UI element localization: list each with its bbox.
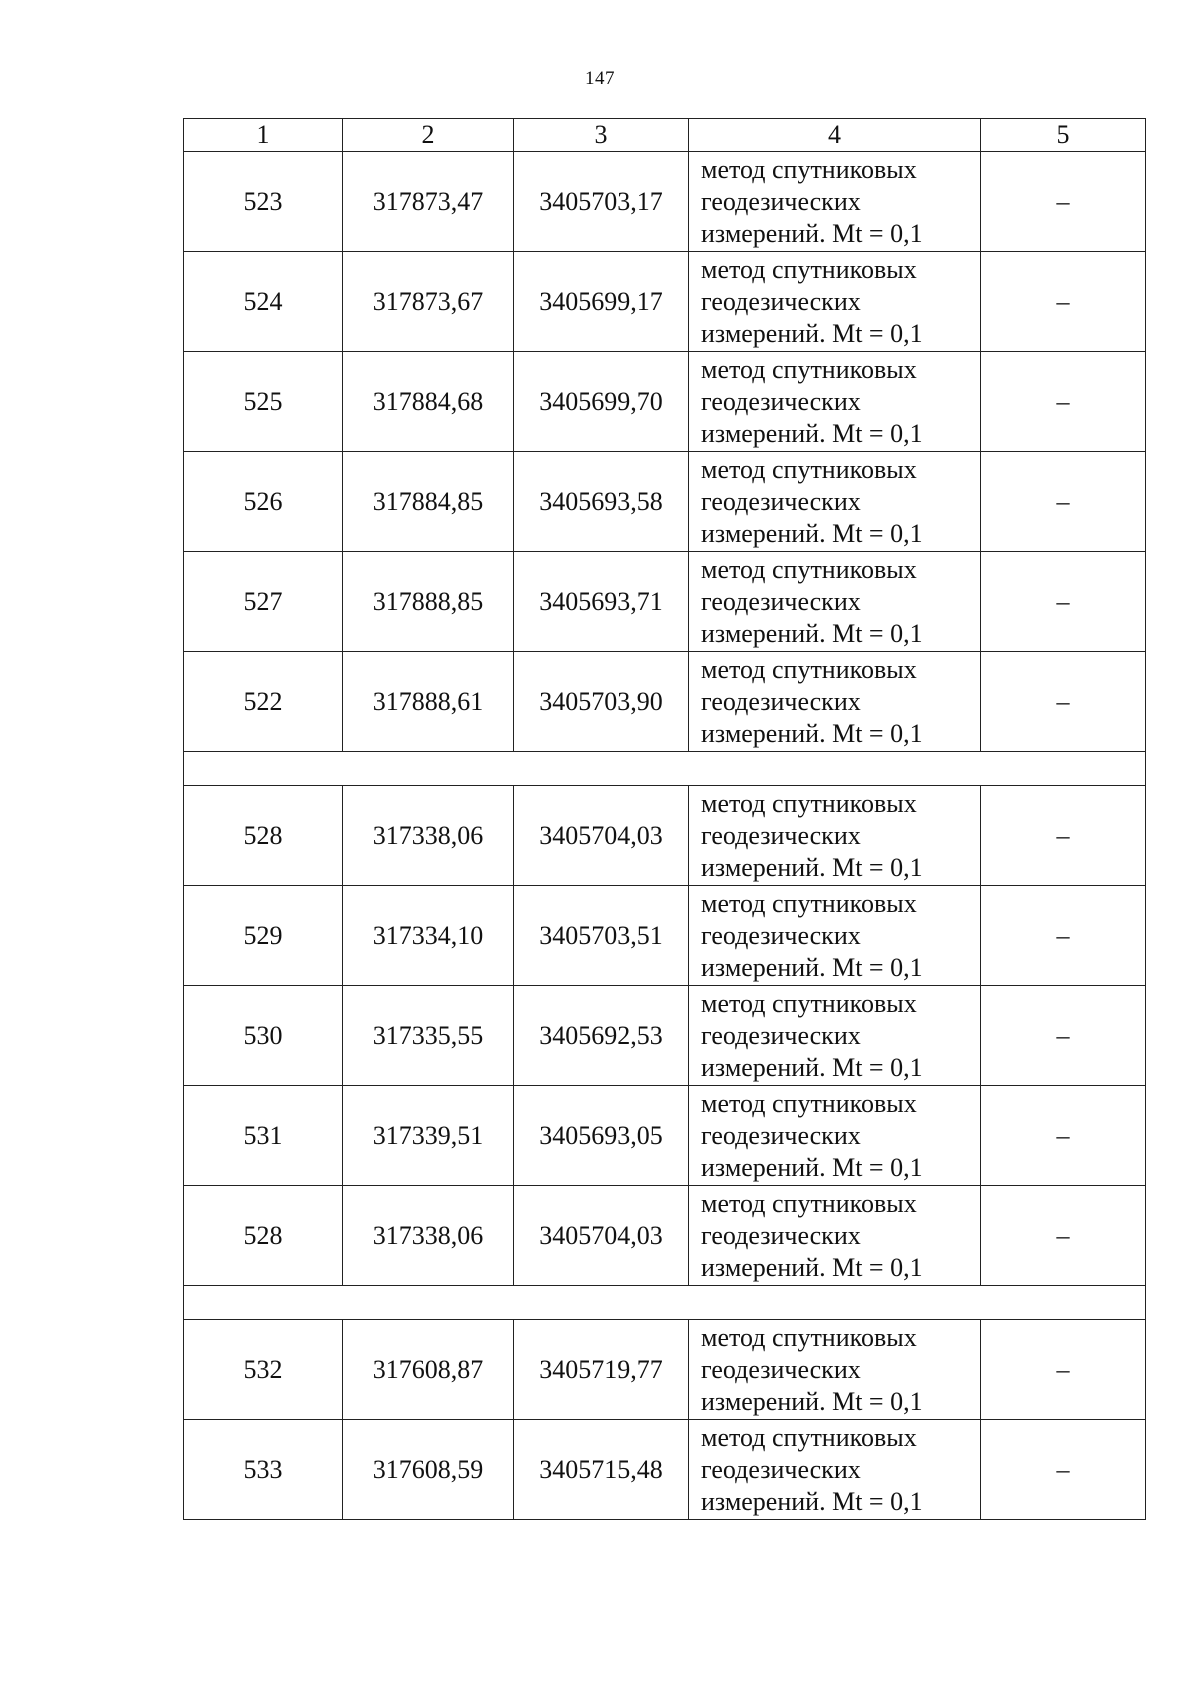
point-number-cell: 530 (184, 986, 343, 1086)
note-cell: – (981, 452, 1146, 552)
coordinate-x-cell: 317888,85 (343, 552, 514, 652)
note-cell: – (981, 786, 1146, 886)
method-cell (689, 786, 981, 886)
note-cell: – (981, 1320, 1146, 1420)
coordinate-x-cell: 317608,59 (343, 1420, 514, 1520)
coordinate-x-cell: 317873,47 (343, 152, 514, 252)
note-cell: – (981, 352, 1146, 452)
table-header-row (184, 119, 1146, 152)
coordinate-y-cell: 3405704,03 (514, 786, 689, 886)
note-cell: – (981, 886, 1146, 986)
header-cell-1: 1 (184, 119, 343, 152)
method-line: измерений. Mt = 0,1 (701, 1252, 923, 1282)
method-line: метод спутниковых (701, 154, 917, 184)
coordinate-x-cell: 317884,68 (343, 352, 514, 452)
header-cell-3: 3 (514, 119, 689, 152)
point-number-cell: 532 (184, 1320, 343, 1420)
method-cell (689, 652, 981, 752)
table-body (184, 119, 1146, 1520)
method-line: геодезических (701, 820, 861, 850)
coordinates-table (183, 118, 1146, 1520)
method-line: измерений. Mt = 0,1 (701, 518, 923, 548)
table-row (184, 1086, 1146, 1186)
method-line: измерений. Mt = 0,1 (701, 1486, 923, 1516)
method-line: геодезических (701, 586, 861, 616)
header-cell-5: 5 (981, 119, 1146, 152)
method-cell (689, 1186, 981, 1286)
group-separator-cell (184, 1286, 1146, 1320)
method-line: метод спутниковых (701, 1188, 917, 1218)
point-number-cell: 528 (184, 786, 343, 886)
point-number-cell: 522 (184, 652, 343, 752)
point-number-cell: 531 (184, 1086, 343, 1186)
coordinate-y-cell: 3405693,05 (514, 1086, 689, 1186)
method-line: измерений. Mt = 0,1 (701, 618, 923, 648)
page-number: 147 (585, 68, 615, 89)
method-line: геодезических (701, 1020, 861, 1050)
method-line: метод спутниковых (701, 254, 917, 284)
note-cell: – (981, 1420, 1146, 1520)
table-row (184, 986, 1146, 1086)
note-cell: – (981, 252, 1146, 352)
method-line: геодезических (701, 1354, 861, 1384)
coordinate-y-cell: 3405699,70 (514, 352, 689, 452)
method-cell (689, 1320, 981, 1420)
note-cell: – (981, 552, 1146, 652)
coordinate-x-cell: 317334,10 (343, 886, 514, 986)
method-line: измерений. Mt = 0,1 (701, 418, 923, 448)
coordinate-x-cell: 317888,61 (343, 652, 514, 752)
method-line: метод спутниковых (701, 654, 917, 684)
coordinate-y-cell: 3405704,03 (514, 1186, 689, 1286)
method-line: метод спутниковых (701, 454, 917, 484)
point-number-cell: 529 (184, 886, 343, 986)
method-line: метод спутниковых (701, 554, 917, 584)
coordinate-x-cell: 317335,55 (343, 986, 514, 1086)
method-line: геодезических (701, 1220, 861, 1250)
method-line: метод спутниковых (701, 1322, 917, 1352)
method-cell (689, 352, 981, 452)
method-cell (689, 452, 981, 552)
header-cell-4: 4 (689, 119, 981, 152)
method-line: метод спутниковых (701, 1088, 917, 1118)
table-row (184, 786, 1146, 886)
note-cell: – (981, 1186, 1146, 1286)
method-line: метод спутниковых (701, 888, 917, 918)
method-line: измерений. Mt = 0,1 (701, 952, 923, 982)
table-row (184, 1186, 1146, 1286)
method-cell (689, 1086, 981, 1186)
method-line: измерений. Mt = 0,1 (701, 852, 923, 882)
point-number-cell: 528 (184, 1186, 343, 1286)
coordinate-y-cell: 3405692,53 (514, 986, 689, 1086)
coordinate-y-cell: 3405703,51 (514, 886, 689, 986)
coordinate-y-cell: 3405703,90 (514, 652, 689, 752)
method-cell (689, 986, 981, 1086)
table-row (184, 352, 1146, 452)
coordinate-y-cell: 3405703,17 (514, 152, 689, 252)
method-line: геодезических (701, 1454, 861, 1484)
point-number-cell: 523 (184, 152, 343, 252)
coordinate-y-cell: 3405699,17 (514, 252, 689, 352)
coordinate-y-cell: 3405719,77 (514, 1320, 689, 1420)
table-row (184, 152, 1146, 252)
method-line: измерений. Mt = 0,1 (701, 318, 923, 348)
method-line: геодезических (701, 486, 861, 516)
method-line: геодезических (701, 1120, 861, 1150)
point-number-cell: 524 (184, 252, 343, 352)
table-row (184, 1320, 1146, 1420)
method-line: измерений. Mt = 0,1 (701, 1152, 923, 1182)
method-cell (689, 152, 981, 252)
table-row (184, 1420, 1146, 1520)
table-row (184, 886, 1146, 986)
coordinate-x-cell: 317338,06 (343, 786, 514, 886)
group-separator-row (184, 752, 1146, 786)
point-number-cell: 525 (184, 352, 343, 452)
point-number-cell: 533 (184, 1420, 343, 1520)
method-line: измерений. Mt = 0,1 (701, 1052, 923, 1082)
method-line: геодезических (701, 386, 861, 416)
coordinate-x-cell: 317884,85 (343, 452, 514, 552)
method-cell (689, 1420, 981, 1520)
note-cell: – (981, 986, 1146, 1086)
method-line: метод спутниковых (701, 788, 917, 818)
table-row (184, 652, 1146, 752)
table-row (184, 252, 1146, 352)
note-cell: – (981, 1086, 1146, 1186)
table-row (184, 552, 1146, 652)
method-line: измерений. Mt = 0,1 (701, 718, 923, 748)
coordinates-table-container (183, 118, 1145, 1520)
point-number-cell: 526 (184, 452, 343, 552)
coordinate-y-cell: 3405693,71 (514, 552, 689, 652)
coordinate-x-cell: 317338,06 (343, 1186, 514, 1286)
coordinate-x-cell: 317339,51 (343, 1086, 514, 1186)
method-line: метод спутниковых (701, 1422, 917, 1452)
method-line: метод спутниковых (701, 988, 917, 1018)
method-cell (689, 886, 981, 986)
coordinate-x-cell: 317608,87 (343, 1320, 514, 1420)
method-line: геодезических (701, 920, 861, 950)
note-cell: – (981, 152, 1146, 252)
coordinate-y-cell: 3405715,48 (514, 1420, 689, 1520)
coordinate-y-cell: 3405693,58 (514, 452, 689, 552)
table-row (184, 452, 1146, 552)
point-number-cell: 527 (184, 552, 343, 652)
header-cell-2: 2 (343, 119, 514, 152)
method-line: измерений. Mt = 0,1 (701, 218, 923, 248)
method-line: геодезических (701, 286, 861, 316)
method-line: метод спутниковых (701, 354, 917, 384)
group-separator-row (184, 1286, 1146, 1320)
method-cell (689, 252, 981, 352)
group-separator-cell (184, 752, 1146, 786)
method-line: геодезических (701, 186, 861, 216)
note-cell: – (981, 652, 1146, 752)
method-cell (689, 552, 981, 652)
coordinate-x-cell: 317873,67 (343, 252, 514, 352)
method-line: измерений. Mt = 0,1 (701, 1386, 923, 1416)
method-line: геодезических (701, 686, 861, 716)
